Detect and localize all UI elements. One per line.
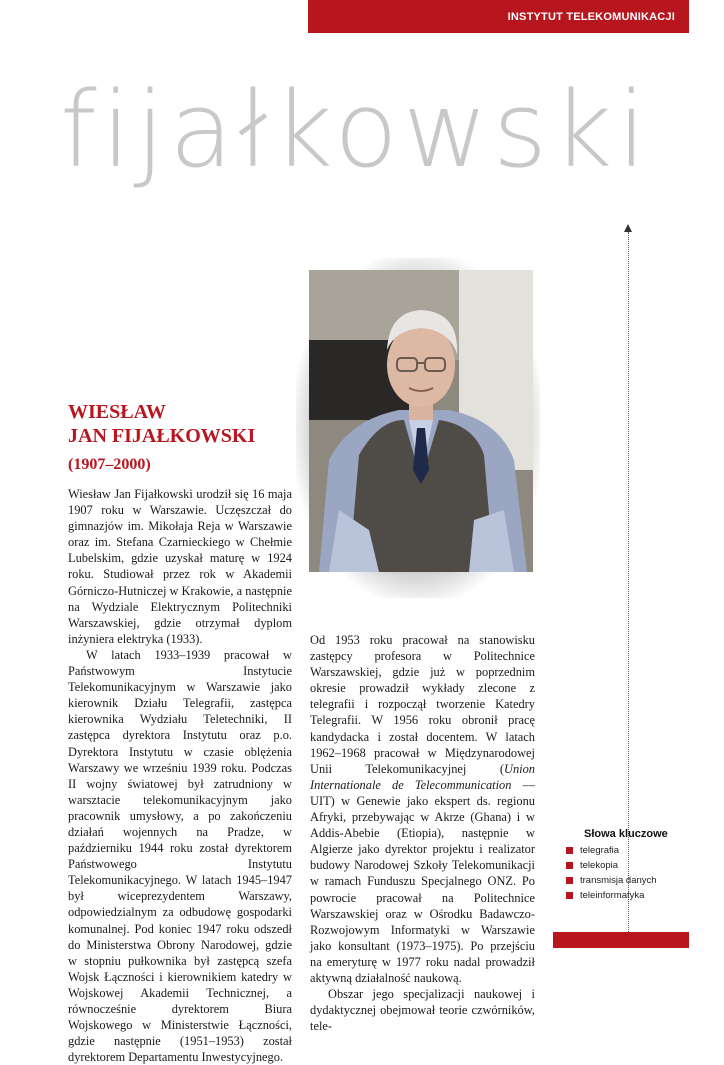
portrait-photo [309, 270, 533, 572]
person-name-line1: WIESŁAW [68, 401, 166, 423]
person-years: (1907–2000) [68, 456, 151, 473]
paragraph: Obszar jego specjalizacji naukowej i dydaktycznej obejmował teorie czwórników, tele- [310, 987, 535, 1034]
portrait-illustration [309, 270, 533, 572]
paragraph-italic: Union Internationale de Telecommunication [310, 761, 535, 792]
keywords-title: Słowa kluczowe [584, 828, 668, 840]
text-column-right [310, 632, 535, 1034]
text-column-left [68, 486, 292, 1065]
paragraph: Wiesław Jan Fijałkowski urodził się 16 maja 1907 roku w Warszawie. Uczęszczał do gimnazjów im. Mikołaja Reja w Warszawie oraz im. Stefana Czarnieckiego w Chełmie Lubelskim, gdzie uzyskał maturę w 1924 roku. Studiował przez rok w Akademii Górniczo-Hutniczej w Krakowie, a następnie na Wydziale Elektrycznym Politechniki Warszawskiej, gdzie otrzymał dyplom inżyniera elektryka (1933). [68, 487, 292, 646]
footer-bar [553, 932, 689, 948]
person-name-line2: JAN FIJAŁKOWSKI [68, 425, 256, 447]
institute-name: INSTYTUT TELEKOMUNIKACJI [507, 11, 675, 23]
header-bar [308, 0, 689, 33]
keyword-item: telegrafia [566, 843, 657, 858]
keyword-item: telekopia [566, 858, 657, 873]
paragraph-part: Od 1953 roku pracował na stanowisku zastępcy profesora w Politechnice Warszawskiej, gdzie już w poprzednim okresie prowadził wykłady zlecone z telegrafii i rozpoczął tworzenie Katedry Telegrafii. W 1956 roku obronił pracę kandydacka i został docentem. W latach 1962–1968 pracował w Międzynarodowej Unii Telekomunikacyjnej ( [310, 633, 535, 776]
keywords-list [566, 843, 657, 903]
paragraph: W latach 1933–1939 pracował w Państwowym Instytucie Telekomunikacyjnym w Warszawie jako kierownik Działu Telegrafii, zastępca kierownika Wydziału Teletechniki, II zastępca dyrektora Instytutu oraz p.o. Dyrektora Instytutu w czasie oblężenia Warszawy we wrześniu 1939 roku. Podczas II wojny światowej był zatrudniony w warsztacie telekomunikacyjnym jako pracownik umysłowy, a po zakończeniu działań wojennych na Pradze, w październiku 1944 roku został dyrektorem Państwowego Instytutu Telekomunikacyjnego. W latach 1945–1947 był wiceprezydentem Warszawy, odpowiedzialnym za odbudowę gospodarki komunalnej. Pod koniec 1947 roku odszedł do Ministerstwa Obrony Narodowej, gdzie w stopniu pułkownika był zastępcą szefa Wojsk Łączności i kierownikiem katedry w Wojskowej Akademii Technicznej, a równocześnie dyrektorem Biura Wojskowego w Ministerstwie Łączności, gdzie następnie (1951–1953) został dyrektorem Departamentu Inwestycyjnego. [68, 647, 292, 1065]
person-name [68, 400, 255, 448]
arrow-up-icon [624, 224, 632, 232]
paragraph [310, 632, 535, 986]
keyword-item: teleinformatyka [566, 888, 657, 903]
paragraph-part: — UIT) w Genewie jako ekspert ds. regionu Afryki, przebywając w Akrze (Ghana) i w Addis-Abebie (Etiopia), następnie w Algierze jako dyrektor projektu i realizator budowy Narodowej Szkoły Telekomunikacji w ramach Funduszu Specjalnego ONZ. Po powrocie pracował na Politechnice Warszawskiej oraz w Ośrodku Badawczo-Rozwojowym Informatyki w Warszawie jako konsultant (1973–1975). Po przejściu na emeryturę w 1977 roku nadal prowadził aktywną działalność naukową. [310, 777, 535, 985]
keyword-item: transmisja danych [566, 873, 657, 888]
surname-banner: fijałkowski [60, 69, 652, 191]
